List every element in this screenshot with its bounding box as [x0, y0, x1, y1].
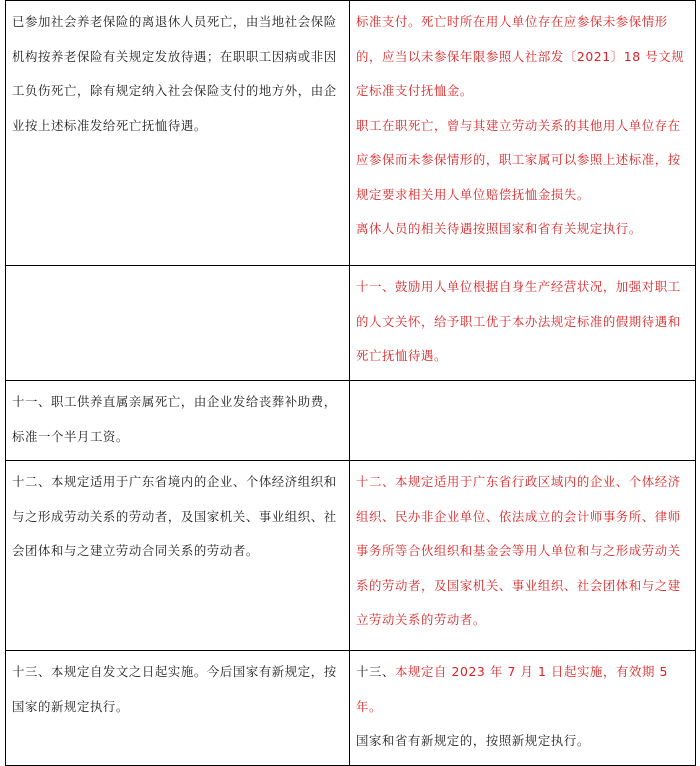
revised-clause-text: 十一、鼓励用人单位根据自身生产经营状况，加强对职工的人文关怀，给予职工优于本办法规定标准的假期待遇和死亡抚恤待遇。 — [356, 279, 681, 363]
table-row — [6, 381, 696, 461]
revised-clause-cell — [350, 266, 696, 381]
original-clause-text: 已参加社会养老保险的离退休人员死亡，由当地社会保险机构按养老保险有关规定发放待遇；在职职工因病或非因工负伤死亡，除有规定纳入社会保险支付的地方外，由企业按上述标准发给死亡抚恤待遇。 — [12, 14, 337, 133]
original-clause-cell — [6, 461, 350, 651]
revised-clause-text: 标准支付。死亡时所在用人单位存在应参保未参保情形的，应当以未参保年限参照人社部发〔2021〕18 号文规定标准支付抚恤金。 — [356, 14, 685, 98]
original-clause-text: 十二、本规定适用于广东省境内的企业、个体经济组织和与之形成劳动关系的劳动者，及国家机关、事业组织、社会团体和与之建立劳动合同关系的劳动者。 — [12, 474, 337, 558]
original-clause-cell — [6, 1, 350, 266]
table-row — [6, 1, 696, 266]
revised-clause-text: 职工在职死亡，曾与其建立劳动关系的其他用人单位存在应参保而未参保情形的，职工家属可以参照上述标准，按规定要求相关用人单位赔偿抚恤金损失。 — [356, 117, 681, 202]
revised-clause-text — [356, 655, 689, 724]
table-row — [6, 461, 696, 651]
original-clause-cell — [6, 651, 350, 766]
original-clause-text: 十三、本规定自发文之日起实施。今后国家有新规定，按国家的新规定执行。 — [12, 664, 337, 714]
comparison-table — [5, 0, 696, 766]
original-clause-text: 十一、职工供养直属亲属死亡，由企业发给丧葬补助费，标准一个半月工资。 — [12, 394, 337, 444]
table-row — [6, 651, 696, 766]
revised-clause-text: 十二、本规定适用于广东省行政区域内的企业、个体经济组织、民办非企业单位、依法成立的会计师事务所、律师事务所等合伙组织和基金会等用人单位和与之形成劳动关系的劳动者，及国家机关、事业组织、社会团体和与之建立劳动关系的劳动者。 — [356, 474, 681, 627]
table-row — [6, 266, 696, 381]
revised-clause-cell — [350, 651, 696, 766]
effective-date-highlight: 本规定自 2023 年 7 月 1 日起实施，有效期 5 年。 — [356, 664, 669, 714]
revised-clause-text: 离休人员的相关待遇按照国家和省有关规定执行。 — [356, 221, 642, 236]
revised-clause-cell — [350, 461, 696, 651]
clause-number: 十三、 — [356, 664, 395, 679]
revised-clause-cell — [350, 1, 696, 266]
revised-clause-cell — [350, 381, 696, 461]
original-clause-cell — [6, 381, 350, 461]
revised-clause-text: 国家和省有新规定的，按照新规定执行。 — [356, 733, 590, 748]
original-clause-cell — [6, 266, 350, 381]
